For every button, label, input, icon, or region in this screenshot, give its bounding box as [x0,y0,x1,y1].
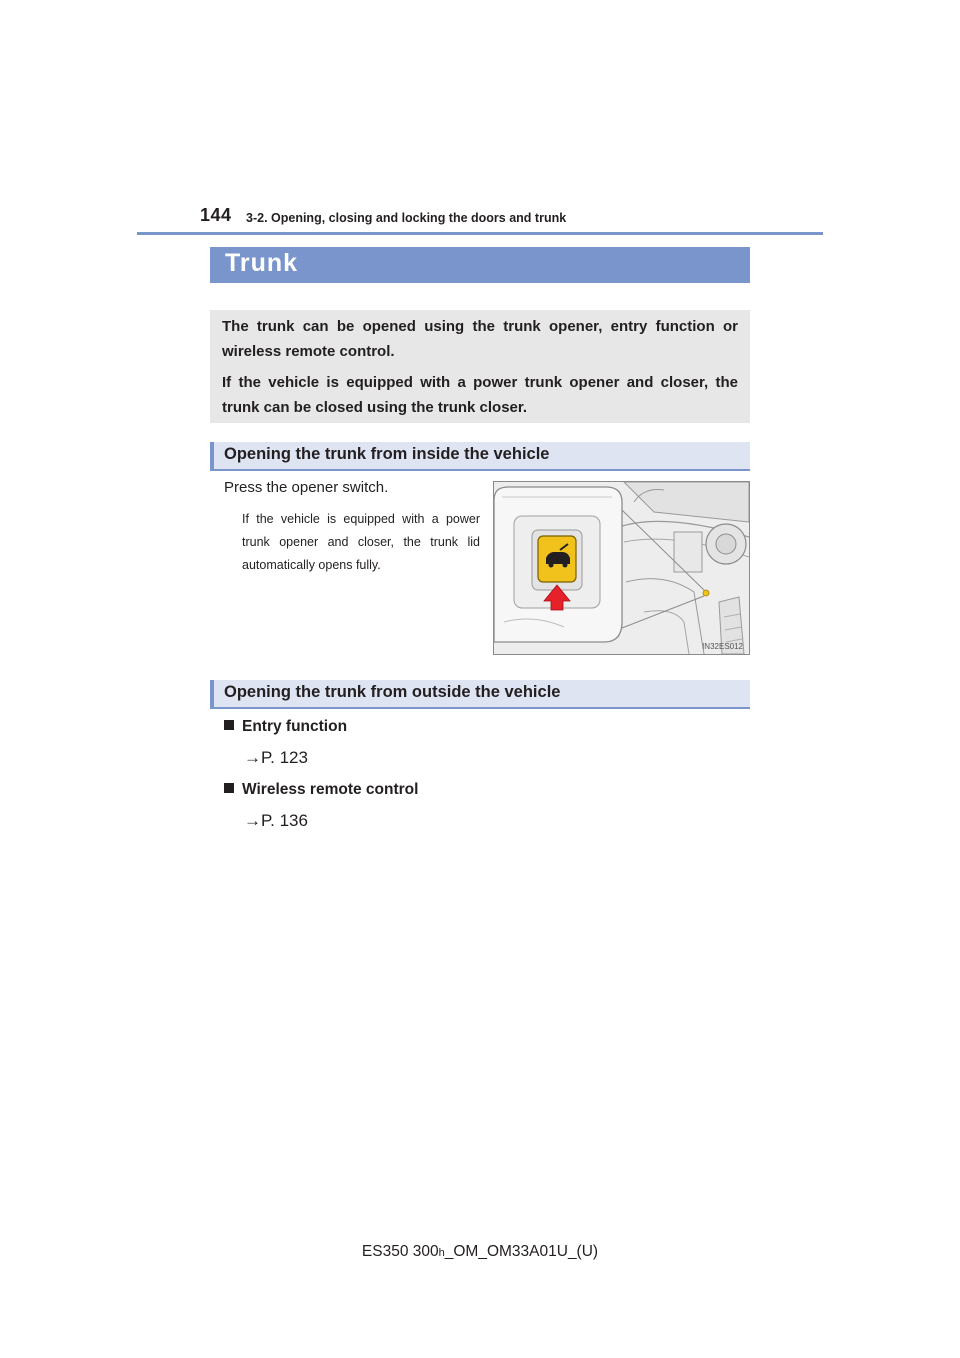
subheading-outside [210,680,750,709]
subheading-outside-text: Opening the trunk from outside the vehicle [224,683,561,701]
page-reference[interactable]: →P. 136 [244,811,308,830]
bullet-square-icon [224,720,234,730]
page-reference[interactable]: →P. 123 [244,748,308,767]
trunk-opener-illustration [494,482,749,654]
bullet-square-icon [224,783,234,793]
trunk-opener-figure [493,481,750,655]
doc-id-main: ES350 300 [361,1243,439,1260]
header-rule [137,232,823,235]
footer-doc-id [0,1243,960,1261]
section-title: Trunk [225,249,299,277]
bullet-wireless-remote [224,781,418,799]
instruction-note: If the vehicle is equipped with a power trunk opener and closer, the trunk lid automatically opens fully. [242,512,480,572]
section-title-bar [210,247,750,283]
bullet-label: Entry function [242,718,348,735]
figure-code: IN32ES012 [702,642,743,651]
intro-paragraph-2: If the vehicle is equipped with a power trunk opener and closer, the trunk can be closed using the trunk closer. [222,374,738,416]
bullet-label: Wireless remote control [242,781,419,798]
subheading-inside-text: Opening the trunk from inside the vehicle [224,445,550,463]
intro-box [210,310,750,423]
intro-paragraph-1: The trunk can be opened using the trunk opener, entry function or wireless remote control. [222,318,738,360]
doc-id-sub: h [438,1247,445,1259]
doc-id-rest: _OM_OM33A01U_(U) [444,1243,599,1260]
running-head: 3-2. Opening, closing and locking the doors and trunk [246,211,567,225]
page-number: 144 [200,205,232,225]
instruction-text: Press the opener switch. [224,479,389,496]
bullet-entry-function [224,718,347,736]
subheading-inside [210,442,750,471]
